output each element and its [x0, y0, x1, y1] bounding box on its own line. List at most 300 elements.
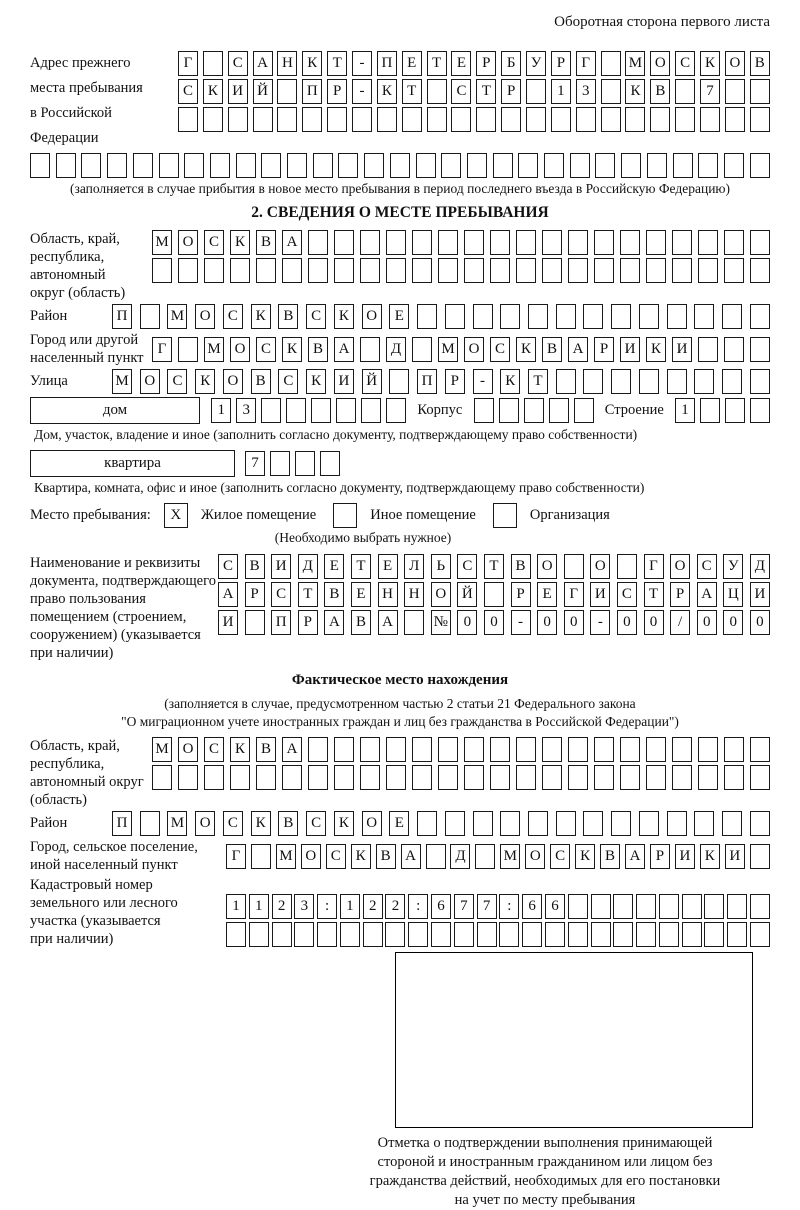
- char-box[interactable]: [140, 304, 160, 329]
- char-box[interactable]: [282, 765, 302, 790]
- house-number-boxes[interactable]: [211, 398, 406, 423]
- char-box[interactable]: [682, 922, 702, 947]
- char-box[interactable]: О: [537, 554, 557, 579]
- char-box[interactable]: 1: [675, 398, 695, 423]
- char-box[interactable]: [639, 304, 659, 329]
- char-box[interactable]: 2: [272, 894, 292, 919]
- char-box[interactable]: [545, 922, 565, 947]
- char-box[interactable]: Л: [404, 554, 424, 579]
- char-box[interactable]: [386, 765, 406, 790]
- char-box[interactable]: [672, 258, 692, 283]
- char-box[interactable]: [467, 153, 487, 178]
- char-box[interactable]: О: [362, 304, 382, 329]
- char-box[interactable]: [286, 398, 306, 423]
- prev-address-row-2[interactable]: [178, 79, 770, 104]
- char-box[interactable]: [261, 398, 281, 423]
- char-box[interactable]: [594, 765, 614, 790]
- char-box[interactable]: [311, 398, 331, 423]
- char-box[interactable]: Г: [564, 582, 584, 607]
- char-box[interactable]: [601, 107, 621, 132]
- char-box[interactable]: К: [334, 811, 354, 836]
- char-box[interactable]: [556, 811, 576, 836]
- char-box[interactable]: [416, 153, 436, 178]
- char-box[interactable]: [516, 765, 536, 790]
- char-box[interactable]: [270, 451, 290, 476]
- char-box[interactable]: К: [351, 844, 371, 869]
- char-box[interactable]: [282, 258, 302, 283]
- char-box[interactable]: [750, 107, 770, 132]
- char-box[interactable]: [445, 811, 465, 836]
- char-box[interactable]: [522, 922, 542, 947]
- char-box[interactable]: С: [675, 51, 695, 76]
- char-box[interactable]: [441, 153, 461, 178]
- char-box[interactable]: К: [625, 79, 645, 104]
- document-row-3[interactable]: [218, 610, 770, 635]
- char-box[interactable]: О: [590, 554, 610, 579]
- char-box[interactable]: [722, 304, 742, 329]
- char-box[interactable]: [334, 230, 354, 255]
- char-box[interactable]: [464, 258, 484, 283]
- char-box[interactable]: [727, 922, 747, 947]
- char-box[interactable]: [636, 894, 656, 919]
- char-box[interactable]: [490, 765, 510, 790]
- char-box[interactable]: [556, 304, 576, 329]
- char-box[interactable]: С: [256, 337, 276, 362]
- char-box[interactable]: О: [230, 337, 250, 362]
- char-box[interactable]: [727, 894, 747, 919]
- char-box[interactable]: [308, 230, 328, 255]
- char-box[interactable]: [646, 765, 666, 790]
- char-box[interactable]: О: [431, 582, 451, 607]
- char-box[interactable]: [152, 258, 172, 283]
- char-box[interactable]: [336, 398, 356, 423]
- char-box[interactable]: [327, 107, 347, 132]
- char-box[interactable]: К: [195, 369, 215, 394]
- char-box[interactable]: Б: [501, 51, 521, 76]
- char-box[interactable]: [568, 258, 588, 283]
- char-box[interactable]: [694, 811, 714, 836]
- char-box[interactable]: [544, 153, 564, 178]
- char-box[interactable]: [542, 258, 562, 283]
- char-box[interactable]: [698, 337, 718, 362]
- char-box[interactable]: 3: [294, 894, 314, 919]
- char-box[interactable]: Р: [327, 79, 347, 104]
- char-box[interactable]: А: [218, 582, 238, 607]
- char-box[interactable]: [386, 230, 406, 255]
- char-box[interactable]: [528, 811, 548, 836]
- char-box[interactable]: [591, 922, 611, 947]
- city-row[interactable]: [152, 337, 770, 362]
- char-box[interactable]: 7: [477, 894, 497, 919]
- char-box[interactable]: [542, 230, 562, 255]
- char-box[interactable]: [694, 369, 714, 394]
- char-box[interactable]: С: [223, 811, 243, 836]
- actual-city-row[interactable]: [226, 844, 770, 869]
- char-box[interactable]: К: [646, 337, 666, 362]
- char-box[interactable]: В: [650, 79, 670, 104]
- char-box[interactable]: [389, 369, 409, 394]
- char-box[interactable]: [251, 844, 271, 869]
- char-box[interactable]: [427, 79, 447, 104]
- char-box[interactable]: М: [204, 337, 224, 362]
- region-row-1[interactable]: [152, 230, 770, 255]
- char-box[interactable]: [352, 107, 372, 132]
- char-box[interactable]: [724, 737, 744, 762]
- char-box[interactable]: 1: [226, 894, 246, 919]
- char-box[interactable]: [302, 107, 322, 132]
- char-box[interactable]: [277, 79, 297, 104]
- char-box[interactable]: [261, 153, 281, 178]
- char-box[interactable]: К: [306, 369, 326, 394]
- region-row-2[interactable]: [152, 258, 770, 283]
- street-row[interactable]: [112, 369, 770, 394]
- char-box[interactable]: [594, 258, 614, 283]
- char-box[interactable]: [404, 610, 424, 635]
- char-box[interactable]: С: [271, 582, 291, 607]
- char-box[interactable]: Н: [378, 582, 398, 607]
- char-box[interactable]: [333, 503, 357, 528]
- char-box[interactable]: В: [511, 554, 531, 579]
- char-box[interactable]: [750, 765, 770, 790]
- char-box[interactable]: [417, 304, 437, 329]
- char-box[interactable]: [725, 79, 745, 104]
- char-box[interactable]: В: [278, 811, 298, 836]
- char-box[interactable]: [256, 765, 276, 790]
- char-box[interactable]: [230, 765, 250, 790]
- char-box[interactable]: Т: [402, 79, 422, 104]
- char-box[interactable]: [464, 230, 484, 255]
- char-box[interactable]: [253, 107, 273, 132]
- char-box[interactable]: Е: [324, 554, 344, 579]
- char-box[interactable]: Р: [670, 582, 690, 607]
- char-box[interactable]: [474, 398, 494, 423]
- char-box[interactable]: [412, 337, 432, 362]
- char-box[interactable]: [646, 230, 666, 255]
- char-box[interactable]: В: [324, 582, 344, 607]
- stroenie-boxes[interactable]: [675, 398, 770, 423]
- char-box[interactable]: [204, 258, 224, 283]
- char-box[interactable]: А: [282, 230, 302, 255]
- char-box[interactable]: О: [178, 737, 198, 762]
- char-box[interactable]: [724, 153, 744, 178]
- char-box[interactable]: С: [178, 79, 198, 104]
- char-box[interactable]: Т: [298, 582, 318, 607]
- char-box[interactable]: Д: [386, 337, 406, 362]
- char-box[interactable]: [682, 894, 702, 919]
- char-box[interactable]: 2: [385, 894, 405, 919]
- char-box[interactable]: И: [271, 554, 291, 579]
- char-box[interactable]: А: [401, 844, 421, 869]
- char-box[interactable]: :: [499, 894, 519, 919]
- char-box[interactable]: В: [542, 337, 562, 362]
- char-box[interactable]: П: [271, 610, 291, 635]
- apartment-number-boxes[interactable]: [245, 451, 340, 476]
- char-box[interactable]: [583, 811, 603, 836]
- char-box[interactable]: М: [438, 337, 458, 362]
- char-box[interactable]: Е: [451, 51, 471, 76]
- char-box[interactable]: -: [352, 79, 372, 104]
- char-box[interactable]: С: [457, 554, 477, 579]
- char-box[interactable]: О: [525, 844, 545, 869]
- char-box[interactable]: [334, 258, 354, 283]
- char-box[interactable]: Т: [427, 51, 447, 76]
- district-row[interactable]: [112, 304, 770, 329]
- char-box[interactable]: О: [725, 51, 745, 76]
- char-box[interactable]: [493, 153, 513, 178]
- char-box[interactable]: К: [282, 337, 302, 362]
- char-box[interactable]: [646, 737, 666, 762]
- char-box[interactable]: [526, 79, 546, 104]
- char-box[interactable]: [500, 304, 520, 329]
- document-row-2[interactable]: [218, 582, 770, 607]
- char-box[interactable]: 3: [236, 398, 256, 423]
- char-box[interactable]: С: [451, 79, 471, 104]
- char-box[interactable]: Т: [476, 79, 496, 104]
- char-box[interactable]: [178, 107, 198, 132]
- char-box[interactable]: С: [278, 369, 298, 394]
- char-box[interactable]: П: [377, 51, 397, 76]
- char-box[interactable]: [475, 844, 495, 869]
- char-box[interactable]: [361, 398, 381, 423]
- char-box[interactable]: [518, 153, 538, 178]
- char-box[interactable]: 7: [245, 451, 265, 476]
- char-box[interactable]: Е: [378, 554, 398, 579]
- char-box[interactable]: [675, 107, 695, 132]
- char-box[interactable]: [583, 369, 603, 394]
- char-box[interactable]: [484, 582, 504, 607]
- char-box[interactable]: К: [700, 51, 720, 76]
- char-box[interactable]: И: [228, 79, 248, 104]
- char-box[interactable]: [594, 737, 614, 762]
- char-box[interactable]: [667, 811, 687, 836]
- char-box[interactable]: [438, 737, 458, 762]
- char-box[interactable]: [725, 398, 745, 423]
- char-box[interactable]: [334, 765, 354, 790]
- char-box[interactable]: [551, 107, 571, 132]
- char-box[interactable]: [476, 107, 496, 132]
- char-box[interactable]: [30, 153, 50, 178]
- house-type-field[interactable]: дом: [30, 397, 200, 424]
- char-box[interactable]: [412, 765, 432, 790]
- char-box[interactable]: 0: [537, 610, 557, 635]
- prev-address-row-3[interactable]: [178, 107, 770, 132]
- char-box[interactable]: [245, 610, 265, 635]
- char-box[interactable]: [464, 737, 484, 762]
- actual-district-row[interactable]: [112, 811, 770, 836]
- char-box[interactable]: С: [697, 554, 717, 579]
- char-box[interactable]: О: [140, 369, 160, 394]
- korpus-boxes[interactable]: [474, 398, 594, 423]
- char-box[interactable]: [386, 398, 406, 423]
- char-box[interactable]: [490, 230, 510, 255]
- char-box[interactable]: [576, 107, 596, 132]
- char-box[interactable]: [700, 398, 720, 423]
- char-box[interactable]: [672, 737, 692, 762]
- char-box[interactable]: [750, 230, 770, 255]
- char-box[interactable]: [516, 737, 536, 762]
- char-box[interactable]: П: [417, 369, 437, 394]
- char-box[interactable]: -: [352, 51, 372, 76]
- char-box[interactable]: В: [278, 304, 298, 329]
- char-box[interactable]: [750, 258, 770, 283]
- char-box[interactable]: [568, 230, 588, 255]
- char-box[interactable]: [317, 922, 337, 947]
- char-box[interactable]: К: [516, 337, 536, 362]
- char-box[interactable]: [473, 304, 493, 329]
- char-box[interactable]: [564, 554, 584, 579]
- char-box[interactable]: О: [301, 844, 321, 869]
- char-box[interactable]: [230, 258, 250, 283]
- char-box[interactable]: А: [253, 51, 273, 76]
- char-box[interactable]: [639, 811, 659, 836]
- char-box[interactable]: [499, 922, 519, 947]
- char-box[interactable]: Д: [298, 554, 318, 579]
- char-box[interactable]: Й: [457, 582, 477, 607]
- char-box[interactable]: [338, 153, 358, 178]
- char-box[interactable]: [574, 398, 594, 423]
- char-box[interactable]: [417, 811, 437, 836]
- char-box[interactable]: Г: [226, 844, 246, 869]
- char-box[interactable]: И: [675, 844, 695, 869]
- char-box[interactable]: В: [308, 337, 328, 362]
- char-box[interactable]: [427, 107, 447, 132]
- char-box[interactable]: [360, 258, 380, 283]
- char-box[interactable]: [667, 304, 687, 329]
- char-box[interactable]: Т: [528, 369, 548, 394]
- char-box[interactable]: В: [251, 369, 271, 394]
- char-box[interactable]: [700, 107, 720, 132]
- char-box[interactable]: А: [697, 582, 717, 607]
- char-box[interactable]: 0: [457, 610, 477, 635]
- char-box[interactable]: [277, 107, 297, 132]
- char-box[interactable]: 6: [522, 894, 542, 919]
- char-box[interactable]: В: [351, 610, 371, 635]
- char-box[interactable]: [595, 153, 615, 178]
- char-box[interactable]: [412, 258, 432, 283]
- cadastral-row-2[interactable]: [226, 922, 770, 947]
- char-box[interactable]: [625, 107, 645, 132]
- char-box[interactable]: [750, 811, 770, 836]
- char-box[interactable]: [570, 153, 590, 178]
- char-box[interactable]: [659, 894, 679, 919]
- char-box[interactable]: Г: [576, 51, 596, 76]
- char-box[interactable]: [650, 107, 670, 132]
- char-box[interactable]: К: [251, 811, 271, 836]
- char-box[interactable]: [675, 79, 695, 104]
- char-box[interactable]: [473, 811, 493, 836]
- char-box[interactable]: [704, 894, 724, 919]
- char-box[interactable]: М: [625, 51, 645, 76]
- char-box[interactable]: [601, 51, 621, 76]
- char-box[interactable]: [500, 811, 520, 836]
- char-box[interactable]: [377, 107, 397, 132]
- char-box[interactable]: М: [152, 737, 172, 762]
- char-box[interactable]: Р: [476, 51, 496, 76]
- char-box[interactable]: У: [526, 51, 546, 76]
- char-box[interactable]: А: [568, 337, 588, 362]
- char-box[interactable]: 7: [700, 79, 720, 104]
- char-box[interactable]: Г: [152, 337, 172, 362]
- char-box[interactable]: 3: [576, 79, 596, 104]
- char-box[interactable]: [272, 922, 292, 947]
- char-box[interactable]: 0: [617, 610, 637, 635]
- char-box[interactable]: 6: [545, 894, 565, 919]
- char-box[interactable]: С: [306, 304, 326, 329]
- char-box[interactable]: [249, 922, 269, 947]
- char-box[interactable]: [340, 922, 360, 947]
- char-box[interactable]: [294, 922, 314, 947]
- char-box[interactable]: Г: [178, 51, 198, 76]
- char-box[interactable]: [568, 922, 588, 947]
- char-box[interactable]: Т: [327, 51, 347, 76]
- char-box[interactable]: 0: [723, 610, 743, 635]
- char-box[interactable]: К: [230, 737, 250, 762]
- char-box[interactable]: Р: [501, 79, 521, 104]
- char-box[interactable]: [226, 922, 246, 947]
- char-box[interactable]: 1: [340, 894, 360, 919]
- char-box[interactable]: [722, 369, 742, 394]
- char-box[interactable]: 2: [363, 894, 383, 919]
- stay-checkbox-other[interactable]: [333, 503, 357, 528]
- char-box[interactable]: И: [334, 369, 354, 394]
- char-box[interactable]: Г: [644, 554, 664, 579]
- char-box[interactable]: [750, 844, 770, 869]
- char-box[interactable]: X: [164, 503, 188, 528]
- char-box[interactable]: [386, 258, 406, 283]
- char-box[interactable]: [499, 398, 519, 423]
- char-box[interactable]: Й: [362, 369, 382, 394]
- char-box[interactable]: К: [334, 304, 354, 329]
- char-box[interactable]: [636, 922, 656, 947]
- char-box[interactable]: 7: [454, 894, 474, 919]
- char-box[interactable]: [210, 153, 230, 178]
- char-box[interactable]: И: [620, 337, 640, 362]
- char-box[interactable]: [698, 765, 718, 790]
- char-box[interactable]: [464, 765, 484, 790]
- char-box[interactable]: [724, 230, 744, 255]
- char-box[interactable]: -: [590, 610, 610, 635]
- char-box[interactable]: [659, 922, 679, 947]
- char-box[interactable]: О: [195, 304, 215, 329]
- char-box[interactable]: [620, 765, 640, 790]
- char-box[interactable]: К: [302, 51, 322, 76]
- char-box[interactable]: [516, 258, 536, 283]
- char-box[interactable]: [454, 922, 474, 947]
- char-box[interactable]: [81, 153, 101, 178]
- char-box[interactable]: [724, 258, 744, 283]
- char-box[interactable]: [438, 258, 458, 283]
- char-box[interactable]: М: [500, 844, 520, 869]
- char-box[interactable]: В: [256, 230, 276, 255]
- char-box[interactable]: [426, 844, 446, 869]
- char-box[interactable]: [556, 369, 576, 394]
- char-box[interactable]: 1: [211, 398, 231, 423]
- char-box[interactable]: [672, 765, 692, 790]
- char-box[interactable]: [724, 337, 744, 362]
- char-box[interactable]: [750, 922, 770, 947]
- char-box[interactable]: [594, 230, 614, 255]
- char-box[interactable]: [672, 230, 692, 255]
- char-box[interactable]: [528, 304, 548, 329]
- char-box[interactable]: Ц: [723, 582, 743, 607]
- char-box[interactable]: Т: [484, 554, 504, 579]
- char-box[interactable]: [364, 153, 384, 178]
- char-box[interactable]: [750, 369, 770, 394]
- char-box[interactable]: [724, 765, 744, 790]
- char-box[interactable]: [203, 51, 223, 76]
- char-box[interactable]: [402, 107, 422, 132]
- char-box[interactable]: [542, 737, 562, 762]
